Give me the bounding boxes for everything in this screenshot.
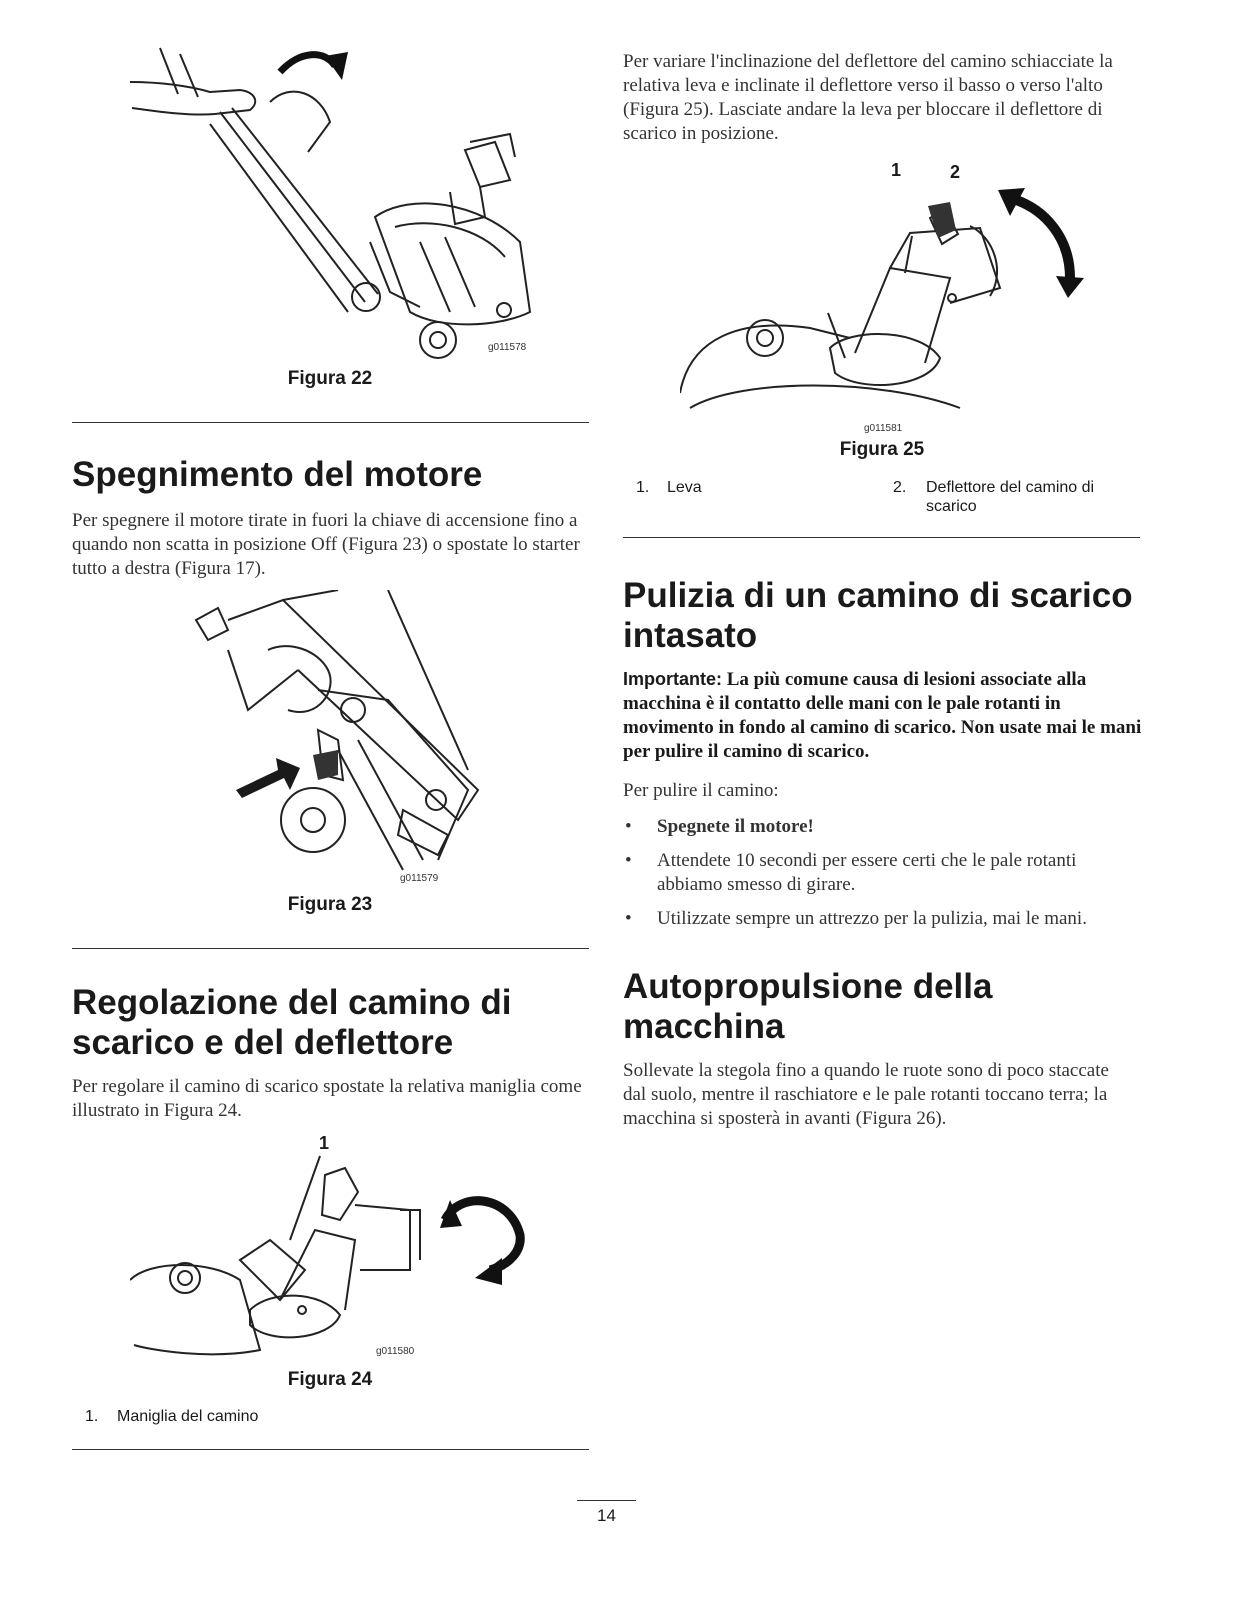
bullet-icon: • (625, 908, 632, 929)
legend-number: 1. (85, 1408, 99, 1425)
list-item: • Spegnete il motore! (625, 816, 814, 837)
clean-steps-list (623, 815, 1143, 941)
important-label: Importante: (623, 669, 722, 689)
legend-number: 1. (636, 479, 650, 496)
adjust-title-line1: Regolazione del camino di (72, 983, 512, 1022)
figure-25-legend-item (636, 478, 702, 497)
self-propel-body: Sollevate la stegola fino a quando le ruote sono di poco staccate dal suolo, mentre il raschiatore e le pale rotanti toccano terra; la macchina si sposterà in avanti (Figura 26). (623, 1060, 1109, 1129)
legend-text: Deflettore del camino di scarico (926, 479, 1095, 515)
section-title-adjust-chute (72, 983, 512, 1063)
clean-title-line1: Pulizia di un camino di scarico (623, 576, 1133, 615)
stop-engine-body: Per spegnere il motore tirate in fuori la chiave di accensione fino a quando non scatta in posizione Off (Figura 23) o spostate lo starter tutto a destra (Figura 17). (72, 510, 580, 579)
section-title-self-propel (623, 967, 992, 1047)
section-title-stop-engine: Spegnimento del motore (72, 455, 483, 494)
bullet-icon: • (625, 850, 632, 871)
figure-25-legend-item (893, 478, 1133, 516)
page-number-rule (577, 1500, 636, 1501)
clean-title-line2: intasato (623, 616, 758, 655)
figure-24-callout-1: 1 (319, 1133, 330, 1153)
list-item: • Attendete 10 secondi per essere certi che le pale rotanti abbiamo smesso di girare. (625, 850, 1077, 895)
divider (72, 1449, 589, 1450)
drive-title-line2: macchina (623, 1007, 785, 1046)
figure-25-caption: Figura 25 (839, 439, 925, 460)
figure-24-legend-item (85, 1407, 258, 1426)
figure-25-illustration (680, 178, 1100, 428)
legend-text: Maniglia del camino (117, 1408, 259, 1425)
figure-25-callout-2: 2 (950, 162, 961, 182)
figure-22-caption: Figura 22 (287, 368, 373, 389)
figure-24-code: g011580 (376, 1346, 415, 1357)
figure-25-callout-1: 1 (891, 160, 902, 180)
drive-title-line1: Autopropulsione della (623, 967, 993, 1006)
figure-23-caption: Figura 23 (287, 894, 373, 915)
clean-lead: Per pulire il camino: (623, 780, 779, 801)
important-text: La più comune causa di lesioni associate alla macchina è il contatto delle mani con le pale rotanti in movimento in fondo al camino di scarico. Non usate mai le mani per pulire il camino di scarico. (623, 669, 1142, 762)
deflector-intro-body: Per variare l'inclinazione del deflettore del camino schiacciate la relativa leva e inclinate il deflettore verso il basso o verso l'alto (Figura 25). Lasciate andare la leva per bloccare il deflettore di scarico in posizione. (623, 51, 1113, 144)
figure-23-illustration (188, 590, 488, 890)
figure-24-illustration (130, 1150, 540, 1365)
divider (623, 537, 1140, 538)
section-title-clean-chute (623, 576, 1133, 656)
adjust-chute-body: Per regolare il camino di scarico spostate la relativa maniglia come illustrato in Figura 24. (72, 1076, 582, 1121)
adjust-title-line2: scarico e del deflettore (72, 1023, 454, 1062)
legend-number: 2. (893, 479, 907, 496)
legend-text: Leva (667, 479, 702, 496)
list-item: • Utilizzate sempre un attrezzo per la pulizia, mai le mani. (625, 908, 1087, 929)
figure-24-caption: Figura 24 (287, 1369, 373, 1390)
figure-25-code: g011581 (864, 423, 903, 434)
bullet-icon: • (625, 816, 632, 837)
important-note (623, 667, 1143, 764)
figure-22-code: g011578 (488, 342, 527, 353)
divider (72, 422, 589, 423)
figure-23-code: g011579 (400, 873, 439, 884)
divider (72, 948, 589, 949)
figure-22-illustration (120, 42, 540, 360)
page-number: 14 (597, 1506, 616, 1525)
